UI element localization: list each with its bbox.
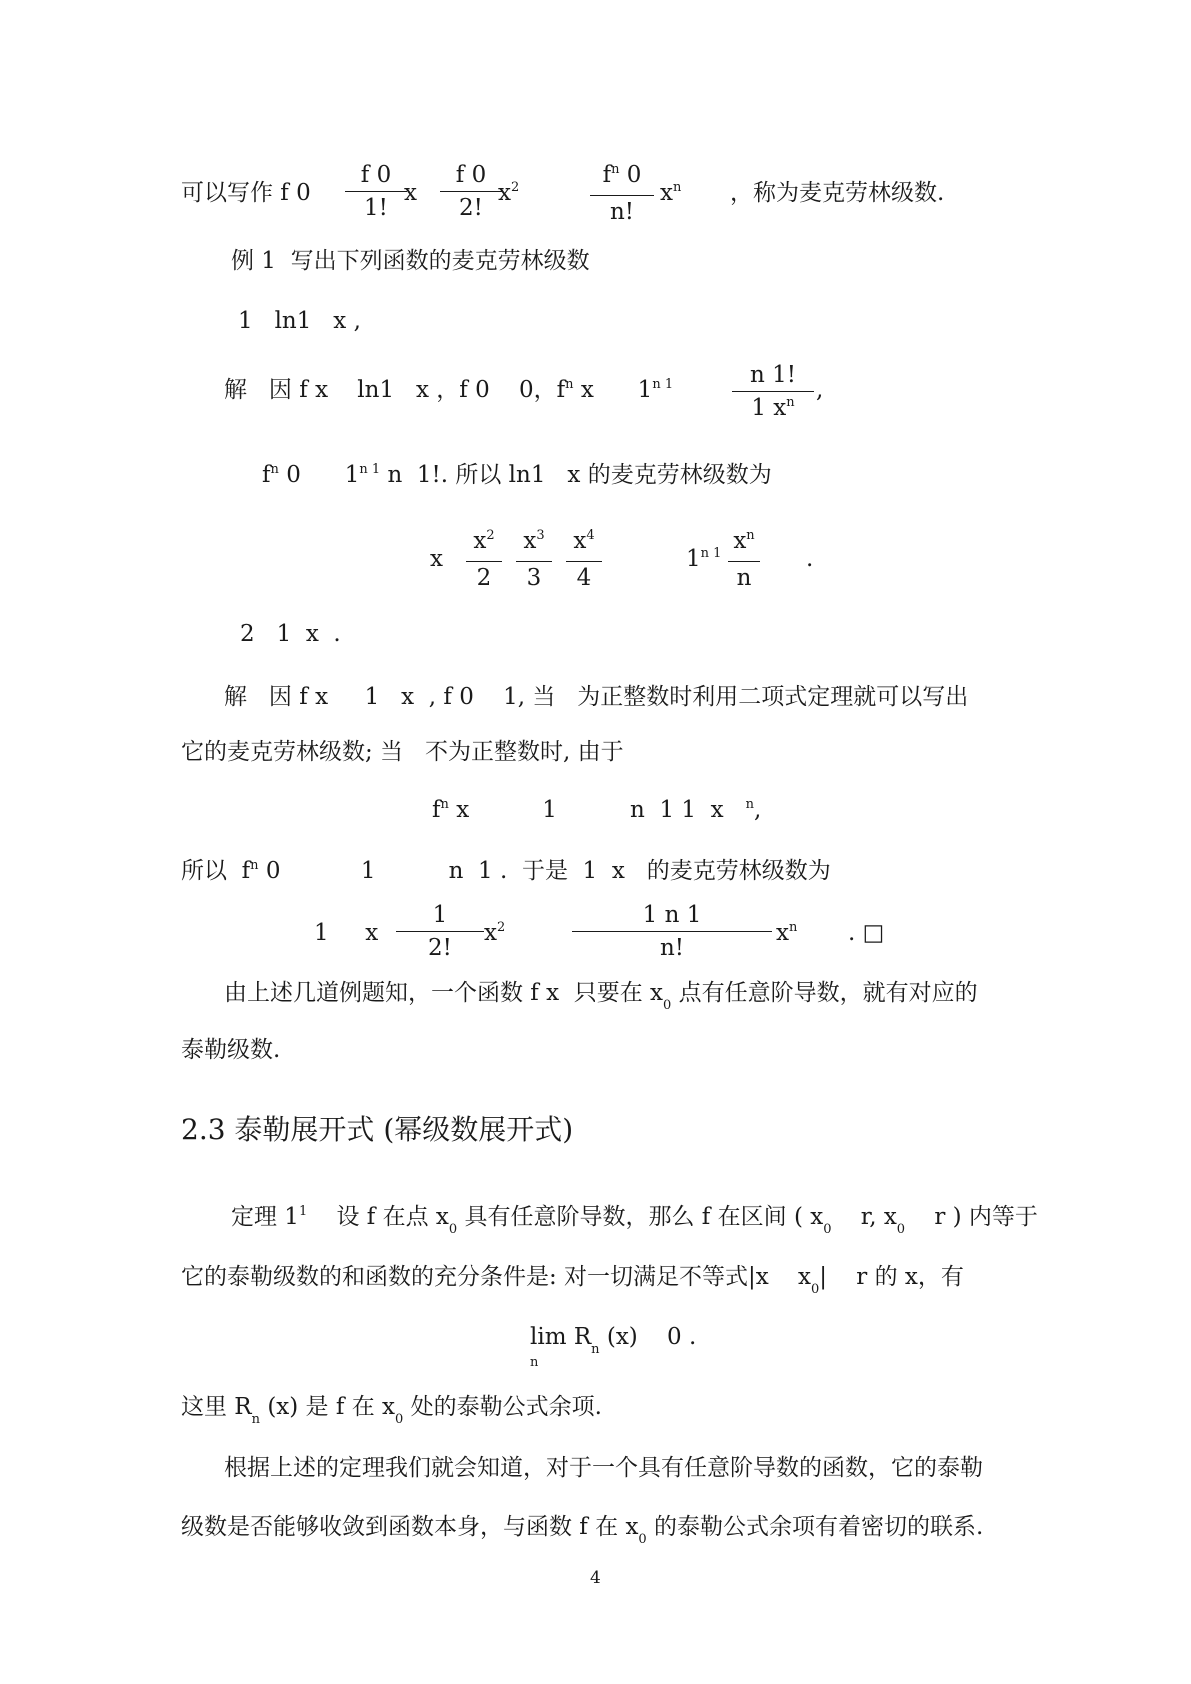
maclaurin-lead: 可以写作 f 0 — [181, 180, 311, 206]
solution1-comma: , — [816, 377, 824, 403]
theorem-c: 具有任意阶导数，那么 f 在区间 ( x — [457, 1204, 824, 1230]
solution1-line2-a: f — [262, 462, 271, 488]
closing-line2-b: 的泰勒公式余项有着密切的联系. — [646, 1514, 984, 1540]
termn-f: f — [602, 162, 612, 188]
derivative-sup: n — [440, 797, 449, 812]
series-term3-den: 3 — [526, 565, 542, 591]
solution1-line2-b: 0 1 — [278, 462, 360, 488]
derivative-sup2: n — [745, 797, 754, 812]
termn-bar — [590, 195, 654, 196]
remainder-b: (x) 是 f 在 x — [260, 1394, 395, 1420]
binomial-term2-x-sup: 2 — [496, 920, 506, 935]
binomial-term2-x-base: x — [484, 920, 497, 946]
closing-line2-sub: 0 — [638, 1532, 647, 1547]
series-termn-num — [728, 526, 760, 560]
theorem-e: r ) 内等于 — [905, 1204, 1038, 1230]
derivative-line — [432, 795, 761, 829]
closing-line1: 根据上述的定理我们就会知道，对于一个具有任意阶导数的函数，它的泰勒 — [224, 1455, 983, 1481]
binomial-term2-x — [484, 918, 505, 952]
series-termn-prefix-sup: n 1 — [700, 546, 722, 561]
term2-bar — [440, 191, 502, 192]
solution2-line2: 它的麦克劳林级数; 当 不为正整数时, 由于 — [181, 739, 624, 765]
solution1-line2-c: n 1!. 所以 ln1 x 的麦克劳林级数为 — [387, 462, 772, 488]
series-term2-bar — [466, 561, 502, 562]
solution1-sup-n: n — [565, 377, 574, 392]
binomial-termn — [572, 900, 772, 963]
series-term2-den: 2 — [476, 565, 492, 591]
termn-fraction — [590, 160, 654, 227]
series-term3-sup: 3 — [536, 528, 545, 543]
solution1-a: 解 因 f x ln1 x ，f 0 0，f — [224, 377, 566, 403]
series-termn-den: n — [736, 565, 752, 591]
theorem-line2 — [181, 1262, 964, 1296]
binomial-termn-den: n! — [659, 935, 685, 961]
series-termn-sup: n — [746, 528, 755, 543]
termn-x-sup: n — [672, 180, 682, 195]
series-termn-bar — [728, 561, 760, 562]
term1-bar — [345, 191, 407, 192]
limit-sub-n: n — [591, 1342, 600, 1357]
conclusion-a: 由上述几道例题知，一个函数 f x 只要在 x — [224, 980, 664, 1006]
term2-x — [498, 178, 519, 212]
series-termn-x: x — [733, 528, 747, 554]
series-term3 — [516, 526, 552, 593]
termn-zero: 0 — [626, 162, 642, 188]
series-term4-num — [566, 526, 602, 560]
series-term4-sup: 4 — [586, 528, 595, 543]
derivative-b: x 1 n 1 1 x — [448, 797, 746, 823]
binomial-term2-den: 2! — [428, 935, 452, 961]
solution1-fraction — [732, 360, 814, 427]
binomial-termn-x — [776, 918, 797, 952]
binomial-tail: . □ — [848, 920, 885, 946]
term1-num: f 0 — [360, 162, 392, 188]
conclusion-line1 — [224, 978, 978, 1012]
termn-den: n! — [609, 199, 635, 225]
so-b: 0 1 n 1 . 于是 1 x 的麦克劳林级数为 — [258, 858, 831, 884]
term1-x: x — [404, 180, 417, 206]
solution1-b: x 1 — [573, 377, 653, 403]
theorem-line1 — [231, 1202, 1038, 1236]
derivative-comma: , — [753, 797, 762, 823]
binomial-lead: 1 x — [314, 920, 379, 946]
term2-fraction — [440, 160, 502, 223]
term1-den: 1! — [364, 195, 388, 221]
termn-x — [660, 178, 681, 212]
solution1-frac-den-sup: n — [786, 395, 795, 410]
series-term2-num — [466, 526, 502, 560]
so-line — [181, 856, 831, 890]
limit-a: lim R — [530, 1324, 592, 1350]
term2-num: f 0 — [455, 162, 487, 188]
termn-x-base: x — [660, 180, 673, 206]
series-term3-x: x — [523, 528, 537, 554]
series-term4-den: 4 — [576, 565, 592, 591]
term1-fraction — [345, 160, 407, 223]
solution1-line1 — [224, 375, 673, 409]
limit-under: n — [530, 1355, 539, 1370]
theorem-line2-b: | r 的 x，有 — [819, 1264, 964, 1290]
solution2-line1: 解 因 f x 1 x , f 0 1, 当 为正整数时利用二项式定理就可以写出 — [224, 684, 969, 710]
term2-x-base: x — [498, 180, 511, 206]
theorem-d: r, x — [831, 1204, 897, 1230]
theorem-b: 设 f 在点 x — [307, 1204, 449, 1230]
conclusion-sub: 0 — [663, 998, 672, 1013]
series-term3-bar — [516, 561, 552, 562]
solution1-frac-num: n 1! — [750, 362, 796, 388]
solution1-sup-n1: n 1 — [652, 377, 674, 392]
term2-den: 2! — [459, 195, 483, 221]
series-tail: . — [806, 546, 814, 572]
solution1-frac-den-base: 1 x — [751, 395, 787, 421]
example1-title: 例 1 写出下列函数的麦克劳林级数 — [231, 248, 590, 274]
theorem-sup: 1 — [298, 1204, 308, 1219]
binomial-termn-x-base: x — [776, 920, 789, 946]
series-termn-one: 1 — [686, 546, 701, 572]
series-term2-sup: 2 — [486, 528, 495, 543]
maclaurin-tail: ，称为麦克劳林级数. — [730, 180, 945, 206]
series-term4 — [566, 526, 602, 593]
closing-line2-a: 级数是否能够收敛到函数本身，与函数 f 在 x — [181, 1514, 639, 1540]
termn-sup: n — [611, 162, 620, 177]
section-heading: 2.3 泰勒展开式 (幂级数展开式) — [181, 1113, 574, 1146]
series-termn-prefix — [686, 544, 721, 578]
binomial-term2-bar — [396, 931, 484, 932]
solution1-frac-den — [732, 393, 814, 427]
conclusion-line2: 泰勒级数. — [181, 1037, 281, 1063]
binomial-term2-num: 1 — [432, 902, 448, 928]
so-sup: n — [250, 858, 259, 873]
theorem-sub1: 0 — [823, 1222, 832, 1237]
binomial-term2 — [396, 900, 484, 963]
page-number: 4 — [590, 1568, 601, 1588]
binomial-termn-bar — [572, 931, 772, 932]
conclusion-b: 点有任意阶导数，就有对应的 — [671, 980, 978, 1006]
term2-x-sup: 2 — [510, 180, 520, 195]
theorem-sub0: 0 — [448, 1222, 458, 1237]
theorem-label: 定理 1 — [231, 1204, 299, 1230]
limit-expression — [530, 1322, 696, 1356]
series-term4-bar — [566, 561, 602, 562]
remainder-a: 这里 R — [181, 1394, 252, 1420]
so-a: 所以 f — [181, 858, 251, 884]
series-term2-x: x — [473, 528, 487, 554]
remainder-line — [181, 1392, 602, 1426]
remainder-sub: n — [251, 1412, 261, 1427]
closing-line2 — [181, 1512, 983, 1546]
termn-num — [590, 160, 654, 194]
binomial-termn-num: 1 n 1 — [642, 902, 702, 928]
series-term2 — [466, 526, 502, 593]
theorem-line2-a: 它的泰勒级数的和函数的充分条件是: 对一切满足不等式|x x — [181, 1264, 811, 1290]
limit-b: (x) 0 . — [599, 1324, 697, 1350]
series-term3-num — [516, 526, 552, 560]
solution1-line2-sup: n — [270, 462, 279, 477]
series-termn — [728, 526, 760, 593]
series-term4-x: x — [573, 528, 587, 554]
binomial-termn-x-sup: n — [788, 920, 798, 935]
derivative-f: f — [432, 797, 441, 823]
series-x: x — [430, 546, 443, 572]
solution1-line2 — [262, 460, 772, 494]
example1-item1: 1 ln1 x , — [238, 308, 361, 334]
remainder-c: 处的泰勒公式余项. — [403, 1394, 602, 1420]
remainder-sub0: 0 — [394, 1412, 404, 1427]
theorem-sub2: 0 — [896, 1222, 906, 1237]
theorem-line2-sub: 0 — [811, 1282, 820, 1297]
solution1-frac-bar — [732, 391, 814, 392]
solution1-line2-sup2: n 1 — [359, 462, 381, 477]
example1-item2: 2 1 x . — [240, 621, 341, 647]
